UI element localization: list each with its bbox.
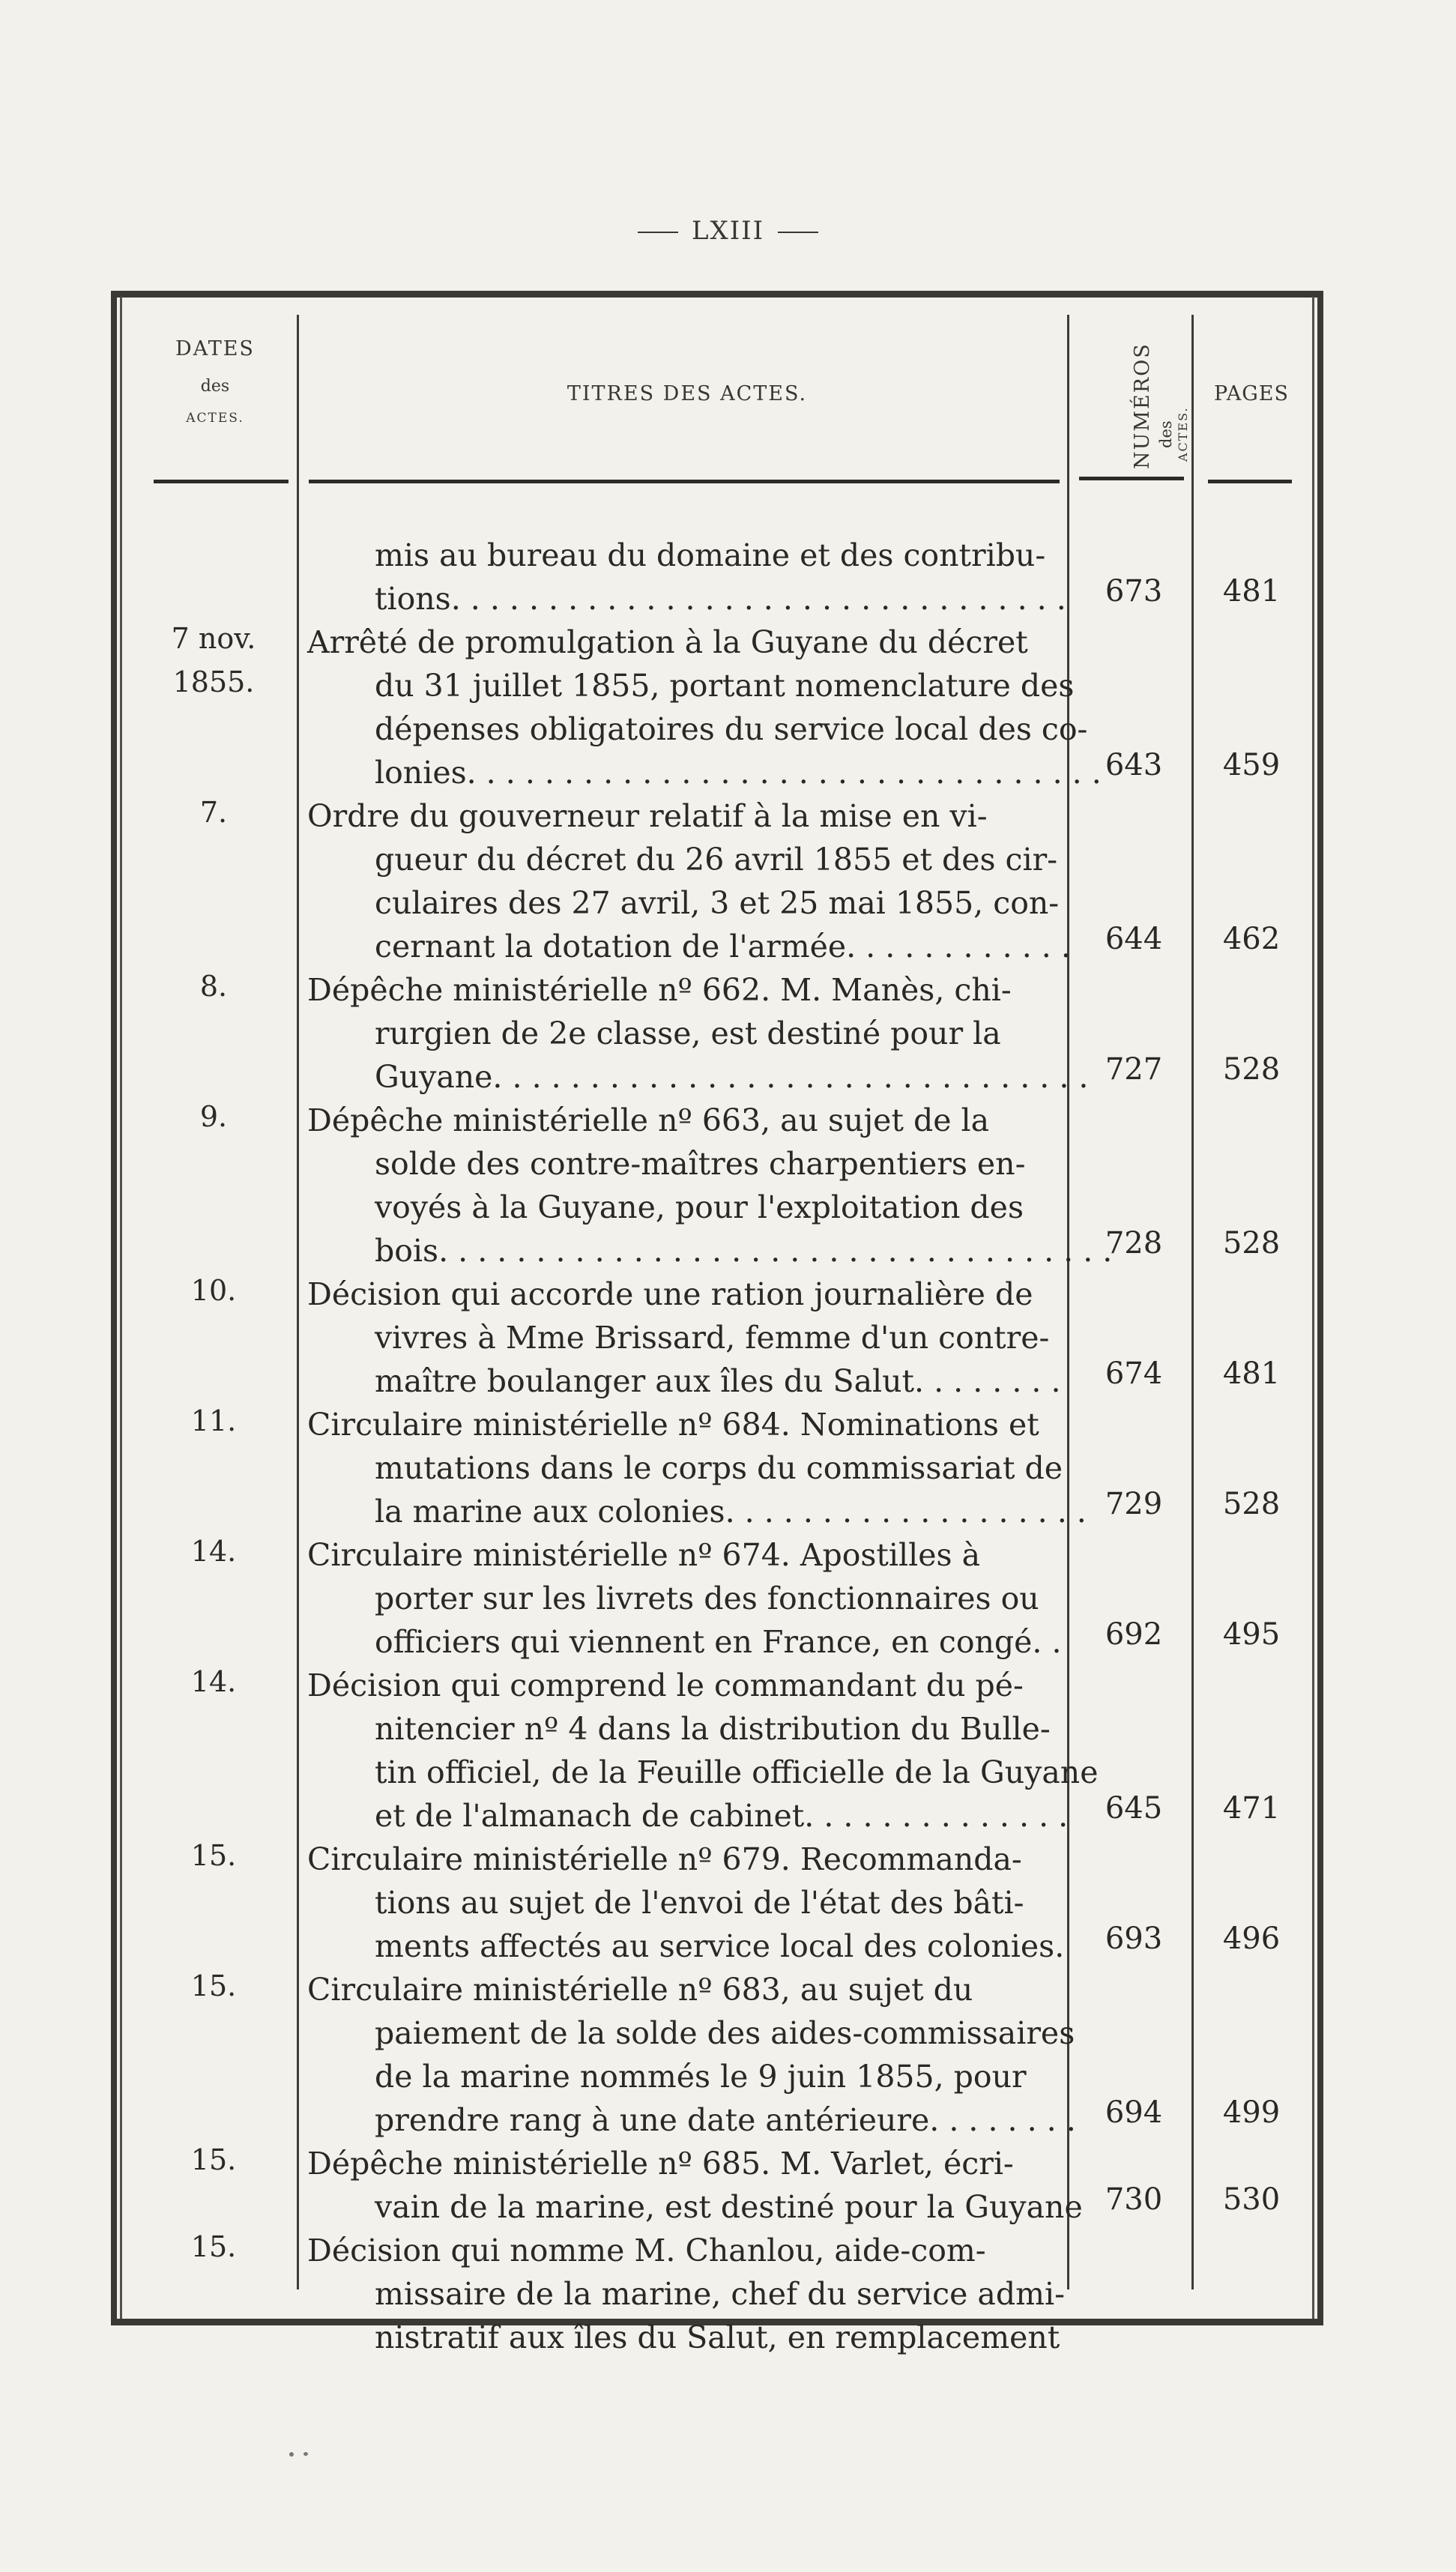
title-line: mutations dans le corps du commissariat de <box>375 1450 1063 1486</box>
row-numero: 674 <box>1105 1356 1163 1391</box>
title-line: Dépêche ministérielle nº 662. M. Manès, chi- <box>307 972 1012 1008</box>
inner-rule-right <box>1312 297 1314 2319</box>
row-date: 7. <box>199 796 228 829</box>
title-line: voyés à la Guyane, pour l'exploitation des <box>375 1189 1024 1225</box>
title-line: Dépêche ministérielle nº 663, au sujet de la <box>307 1102 990 1138</box>
title-line: cernant la dotation de l'armée. . . . . . . . . . . . <box>375 929 1071 964</box>
row-title <box>307 1533 1062 1664</box>
row-date: 15. <box>190 1839 237 1872</box>
row-date: 14. <box>190 1665 237 1698</box>
title-line: la marine aux colonies. . . . . . . . . . . . . . . . . . . <box>375 1494 1087 1530</box>
row-numero: 692 <box>1105 1617 1163 1652</box>
title-line: vivres à Mme Brissard, femme d'un contre- <box>375 1320 1050 1356</box>
header-pages: PAGES <box>1214 382 1289 405</box>
row-page: 462 <box>1222 922 1281 956</box>
row-title <box>307 534 1066 621</box>
row-numero: 673 <box>1105 574 1163 609</box>
row-page: 528 <box>1222 1052 1281 1087</box>
title-line: de la marine nommés le 9 juin 1855, pour <box>375 2059 1027 2095</box>
row-numero: 645 <box>1105 1791 1163 1826</box>
header-numeros-rotated-2 <box>1157 420 1175 448</box>
title-line: Dépêche ministérielle nº 685. M. Varlet, écri- <box>307 2146 1014 2182</box>
title-line: tions au sujet de l'envoi de l'état des bâti- <box>375 1885 1024 1921</box>
row-numero: 728 <box>1105 1226 1163 1261</box>
title-line: paiement de la solde des aides-commissaires <box>375 2015 1075 2051</box>
row-title <box>307 1664 1099 1838</box>
row-title <box>307 794 1071 968</box>
paper-speck <box>289 2452 294 2457</box>
title-line: maître boulanger aux îles du Salut. . . . . . . . <box>375 1363 1061 1399</box>
title-line: Décision qui nomme M. Chanlou, aide-com- <box>307 2233 986 2268</box>
row-date: 10. <box>190 1274 237 1307</box>
title-line: du 31 juillet 1855, portant nomenclature des <box>375 668 1075 704</box>
row-title <box>307 621 1102 794</box>
title-line: tions. . . . . . . . . . . . . . . . . . . . . . . . . . . . . . . . <box>375 581 1066 617</box>
title-line: Circulaire ministérielle nº 683, au sujet du <box>307 1972 973 2008</box>
row-page: 459 <box>1222 748 1281 782</box>
row-title <box>307 2229 1065 2359</box>
header-numeros-rotated-3 <box>1176 406 1190 462</box>
row-title <box>307 1273 1061 1403</box>
row-title <box>307 1403 1087 1533</box>
header-numeros-line3: ACTES. <box>1176 406 1190 462</box>
row-date-year: 1855. <box>172 665 255 698</box>
header-dates-line3: ACTES. <box>186 411 244 426</box>
header-dates <box>129 337 301 426</box>
row-numero: 693 <box>1105 1922 1163 1956</box>
title-line: culaires des 27 avril, 3 et 25 mai 1855, con- <box>375 885 1060 921</box>
header-rule-pages <box>1208 480 1292 483</box>
header-numeros <box>1083 315 1190 472</box>
title-line: lonies. . . . . . . . . . . . . . . . . . . . . . . . . . . . . . . . . <box>375 755 1102 791</box>
row-title <box>307 1099 1113 1273</box>
row-date: 8. <box>199 970 228 1003</box>
row-page: 481 <box>1222 1356 1281 1391</box>
row-date: 14. <box>190 1535 237 1568</box>
header-rule-titles <box>309 480 1060 483</box>
row-date: 7 nov. <box>171 622 256 655</box>
title-line: officiers qui viennent en France, en congé. . <box>375 1624 1062 1660</box>
header-rule-numeros <box>1079 477 1184 480</box>
row-page: 528 <box>1222 1226 1281 1261</box>
title-line: Arrêté de promulgation à la Guyane du décret <box>307 624 1028 660</box>
header-numeros-rotated <box>1131 342 1154 469</box>
title-line: ments affectés au service local des colonies. <box>375 1928 1065 1964</box>
title-line: vain de la marine, est destiné pour la Guyane <box>375 2189 1083 2225</box>
row-page: 496 <box>1222 1922 1281 1956</box>
title-line: et de l'almanach de cabinet. . . . . . . . . . . . . . <box>375 1798 1069 1834</box>
title-line: Décision qui comprend le commandant du pé- <box>307 1667 1024 1703</box>
header-numeros-line2: des <box>1157 420 1175 448</box>
row-date: 15. <box>190 2143 237 2176</box>
column-divider-titles <box>1067 315 1069 2289</box>
title-line: Guyane. . . . . . . . . . . . . . . . . . . . . . . . . . . . . . . <box>375 1059 1089 1095</box>
title-line: Ordre du gouverneur relatif à la mise en vi- <box>307 798 988 834</box>
row-numero: 643 <box>1105 748 1163 782</box>
title-line: gueur du décret du 26 avril 1855 et des cir- <box>375 842 1058 878</box>
header-numeros-line1: NUMÉROS <box>1131 342 1154 469</box>
row-date: 15. <box>190 2230 237 2263</box>
title-line: Circulaire ministérielle nº 679. Recommanda- <box>307 1841 1022 1877</box>
title-line: nitencier nº 4 dans la distribution du Bulle- <box>375 1711 1051 1747</box>
title-line: bois. . . . . . . . . . . . . . . . . . . . . . . . . . . . . . . . . . . <box>375 1233 1113 1269</box>
title-line: porter sur les livrets des fonctionnaires ou <box>375 1581 1039 1616</box>
title-line: tin officiel, de la Feuille officielle de la Guyane <box>375 1754 1099 1790</box>
row-title <box>307 2142 1083 2229</box>
row-page: 471 <box>1222 1791 1281 1826</box>
title-line: Décision qui accorde une ration journalière de <box>307 1276 1033 1312</box>
header-rule-dates <box>154 480 289 483</box>
header-dates-line1: DATES <box>175 337 255 360</box>
title-line: rurgien de 2e classe, est destiné pour la <box>375 1015 1001 1051</box>
paper-speck <box>303 2452 308 2456</box>
title-line: solde des contre-maîtres charpentiers en- <box>375 1146 1026 1182</box>
header-titles: TITRES DES ACTES. <box>567 382 808 405</box>
row-page: 528 <box>1222 1487 1281 1521</box>
row-date: 9. <box>199 1100 228 1133</box>
row-numero: 729 <box>1105 1487 1163 1521</box>
header-dates-line2: des <box>200 377 230 396</box>
row-numero: 694 <box>1105 2095 1163 2130</box>
row-title <box>307 1838 1065 1968</box>
title-line: Circulaire ministérielle nº 684. Nominations et <box>307 1407 1039 1443</box>
inner-rule-left <box>120 297 122 2319</box>
row-title <box>307 968 1089 1099</box>
row-page: 481 <box>1222 574 1281 609</box>
left-dash <box>638 232 678 233</box>
title-line: Circulaire ministérielle nº 674. Apostilles à <box>307 1537 981 1573</box>
row-date: 15. <box>190 1969 237 2002</box>
column-divider-dates <box>297 315 299 2289</box>
row-page: 530 <box>1222 2182 1281 2217</box>
title-line: mis au bureau du domaine et des contribu- <box>375 537 1046 573</box>
page-number <box>0 216 1456 246</box>
row-title <box>307 1968 1076 2142</box>
title-line: nistratif aux îles du Salut, en remplacement <box>375 2319 1060 2355</box>
column-divider-numeros <box>1191 315 1194 2289</box>
row-numero: 644 <box>1105 922 1163 956</box>
title-line: missaire de la marine, chef du service admi- <box>375 2276 1065 2312</box>
row-date: 11. <box>190 1404 237 1437</box>
page-number-text: LXIII <box>691 216 765 246</box>
row-page: 499 <box>1222 2095 1281 2130</box>
row-numero: 730 <box>1105 2182 1163 2217</box>
title-line: prendre rang à une date antérieure. . . . . . . . <box>375 2102 1076 2138</box>
row-page: 495 <box>1222 1617 1281 1652</box>
row-numero: 727 <box>1105 1052 1163 1087</box>
title-line: dépenses obligatoires du service local des co- <box>375 711 1088 747</box>
right-dash <box>778 232 818 233</box>
